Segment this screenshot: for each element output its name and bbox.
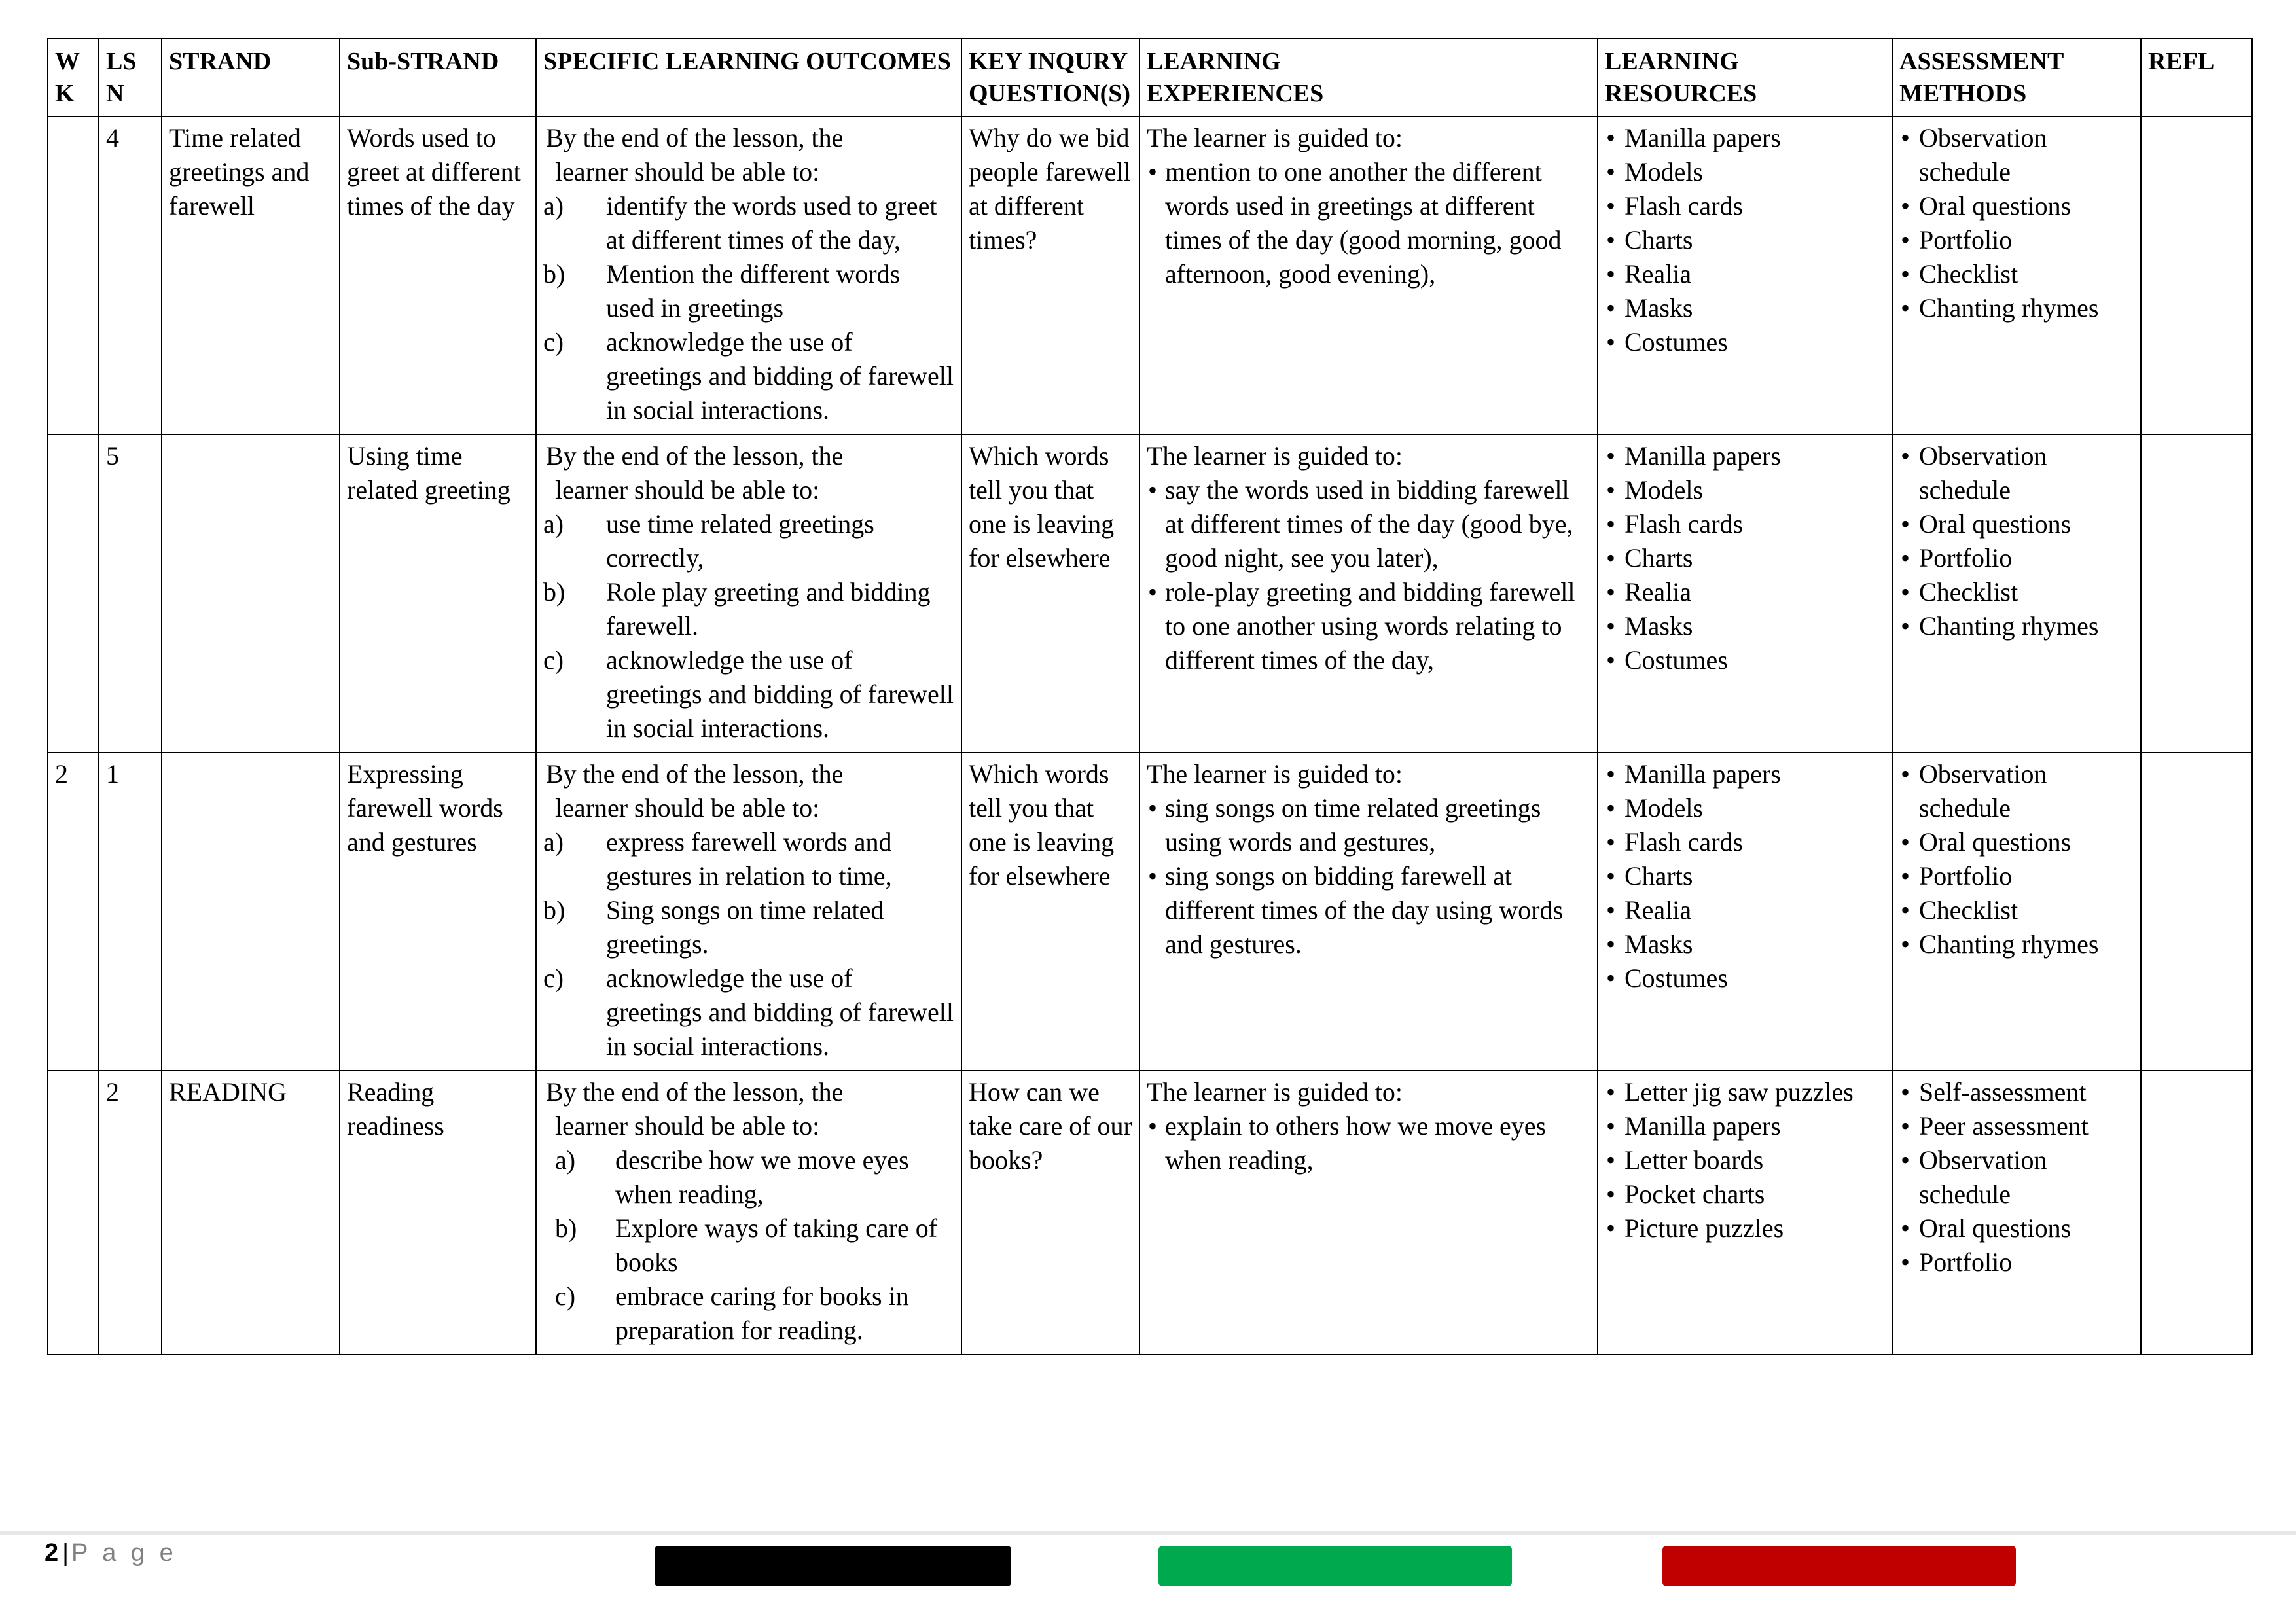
cell-week xyxy=(48,1071,99,1355)
column-header-learning-experiences xyxy=(1139,39,1598,116)
assessment-method-item: • Chanting rhymes xyxy=(1899,609,2134,643)
footer-black-bar xyxy=(655,1546,1011,1586)
assessment-method-item: • Oral questions xyxy=(1899,189,2134,223)
slo-marker: c) xyxy=(543,963,564,993)
learning-resource-item: • Manilla papers xyxy=(1605,121,1885,155)
learning-resource-item: • Letter boards xyxy=(1605,1143,1885,1177)
learning-resource-item: • Manilla papers xyxy=(1605,439,1885,473)
assessment-method-item: • Checklist xyxy=(1899,257,2134,291)
learning-experiences-list xyxy=(1147,1109,1590,1177)
slo-text: Role play greeting and bidding farewell. xyxy=(606,577,931,641)
assessment-methods-list xyxy=(1899,439,2134,643)
slo-list xyxy=(543,507,954,745)
cell-reflection xyxy=(2141,116,2252,435)
header-line-1: STRAND xyxy=(169,48,272,75)
slo-lead-line: learner should be able to: xyxy=(555,793,820,823)
cell-week xyxy=(48,116,99,435)
slo-list-item xyxy=(543,961,954,1063)
learning-resource-item: • Pocket charts xyxy=(1605,1177,1885,1211)
cell-week xyxy=(48,435,99,753)
table-body xyxy=(48,116,2252,1355)
header-line-2: EXPERIENCES xyxy=(1147,80,1324,108)
column-header-strand xyxy=(162,39,340,116)
learning-resource-item: • Manilla papers xyxy=(1605,757,1885,791)
column-header-learning-resources xyxy=(1598,39,1892,116)
assessment-method-item: • Portfolio xyxy=(1899,859,2134,893)
cell-strand: Time related greetings and farewell xyxy=(162,116,340,435)
slo-marker: a) xyxy=(543,190,564,221)
cell-reflection xyxy=(2141,435,2252,753)
slo-text: embrace caring for books in preparation for reading. xyxy=(615,1281,909,1345)
cell-specific-learning-outcomes xyxy=(536,435,961,753)
assessment-method-item: • Observation schedule xyxy=(1899,439,2134,507)
learning-experiences-list xyxy=(1147,791,1590,961)
assessment-methods-list xyxy=(1899,757,2134,961)
learning-resource-item: • Models xyxy=(1605,791,1885,825)
slo-text: use time related greetings correctly, xyxy=(606,508,874,573)
slo-text: identify the words used to greet at different times of the day, xyxy=(606,190,937,255)
learning-resource-item: • Masks xyxy=(1605,291,1885,325)
slo-lead-line: By the end of the lesson, the xyxy=(546,1077,844,1107)
slo-text: acknowledge the use of greetings and bidding of farewell in social interactions. xyxy=(606,963,954,1061)
le-lead-line: The learner is guided to: xyxy=(1147,1077,1403,1107)
assessment-method-item: • Chanting rhymes xyxy=(1899,927,2134,961)
header-line-1: LEARNING xyxy=(1147,48,1281,75)
slo-text: Mention the different words used in greetings xyxy=(606,259,901,323)
cell-specific-learning-outcomes xyxy=(536,1071,961,1355)
slo-marker: a) xyxy=(555,1145,576,1175)
slo-lead-line: By the end of the lesson, the xyxy=(546,122,844,152)
header-line-1: LEARNING xyxy=(1605,48,1739,75)
assessment-method-item: • Portfolio xyxy=(1899,541,2134,575)
learning-resource-item: • Costumes xyxy=(1605,961,1885,995)
cell-lesson-number: 4 xyxy=(99,116,162,435)
learning-experience-item: • sing songs on time related greetings using words and gestures, xyxy=(1147,791,1590,859)
learning-experience-item: • explain to others how we move eyes when reading, xyxy=(1147,1109,1590,1177)
learning-resource-item: • Flash cards xyxy=(1605,507,1885,541)
learning-resource-item: • Charts xyxy=(1605,859,1885,893)
learning-resource-item: • Masks xyxy=(1605,609,1885,643)
slo-lead-line: learner should be able to: xyxy=(555,474,820,505)
learning-resources-list xyxy=(1605,439,1885,677)
learning-resources-list xyxy=(1605,1075,1885,1245)
slo-text: acknowledge the use of greetings and bidding of farewell in social interactions. xyxy=(606,645,954,743)
learning-experiences-list xyxy=(1147,155,1590,291)
learning-resource-item: • Models xyxy=(1605,473,1885,507)
learning-resource-item: • Costumes xyxy=(1605,643,1885,677)
header-line-1: KEY INQURY xyxy=(969,48,1128,75)
learning-resource-item: • Masks xyxy=(1605,927,1885,961)
header-line-1: W xyxy=(55,48,80,75)
column-header-assessment-methods xyxy=(1892,39,2141,116)
slo-list xyxy=(543,825,954,1063)
cell-sub-strand: Reading readiness xyxy=(340,1071,536,1355)
slo-list-item xyxy=(543,825,954,893)
cell-reflection xyxy=(2141,753,2252,1071)
cell-lesson-number: 5 xyxy=(99,435,162,753)
footer-page-label: P a g e xyxy=(71,1539,177,1567)
assessment-method-item: • Oral questions xyxy=(1899,825,2134,859)
cell-key-inquiry-question xyxy=(961,435,1139,753)
header-line-2: QUESTION(S) xyxy=(969,80,1131,108)
cell-week: 2 xyxy=(48,753,99,1071)
kiq-text: Which words tell you that one is leaving for elsewhere xyxy=(969,440,1115,573)
table-row xyxy=(48,116,2252,435)
column-header-lsn xyxy=(99,39,162,116)
learning-resources-list xyxy=(1605,121,1885,359)
slo-list-item xyxy=(543,507,954,575)
slo-list-item xyxy=(543,1211,954,1279)
cell-key-inquiry-question xyxy=(961,116,1139,435)
slo-text: Sing songs on time related greetings. xyxy=(606,895,884,959)
slo-text: express farewell words and gestures in relation to time, xyxy=(606,827,892,891)
learning-resource-item: • Costumes xyxy=(1605,325,1885,359)
slo-marker: a) xyxy=(543,508,564,539)
cell-learning-experiences xyxy=(1139,1071,1598,1355)
learning-experience-item: • sing songs on bidding farewell at different times of the day using words and gestures. xyxy=(1147,859,1590,961)
footer-divider xyxy=(0,1531,2296,1535)
cell-sub-strand: Words used to greet at different times of the day xyxy=(340,116,536,435)
cell-sub-strand: Expressing farewell words and gestures xyxy=(340,753,536,1071)
cell-strand xyxy=(162,435,340,753)
learning-experience-item: • role-play greeting and bidding farewell to one another using words relating to different times of the day, xyxy=(1147,575,1590,677)
header-line-2: K xyxy=(55,80,75,108)
learning-resource-item: • Realia xyxy=(1605,257,1885,291)
slo-marker: b) xyxy=(543,577,565,607)
slo-lead-line: By the end of the lesson, the xyxy=(546,758,844,789)
table-row xyxy=(48,435,2252,753)
header-line-1: SPECIFIC LEARNING OUTCOMES xyxy=(543,48,951,75)
cell-assessment-methods xyxy=(1892,753,2141,1071)
cell-learning-resources xyxy=(1598,1071,1892,1355)
slo-text: acknowledge the use of greetings and bidding of farewell in social interactions. xyxy=(606,327,954,425)
header-line-1: ASSESSMENT xyxy=(1899,48,2064,75)
le-lead-line: The learner is guided to: xyxy=(1147,122,1403,152)
cell-specific-learning-outcomes xyxy=(536,753,961,1071)
assessment-method-item: • Checklist xyxy=(1899,575,2134,609)
assessment-method-item: • Portfolio xyxy=(1899,1245,2134,1279)
cell-strand: READING xyxy=(162,1071,340,1355)
slo-list xyxy=(543,1143,954,1347)
cell-learning-experiences xyxy=(1139,753,1598,1071)
footer-separator: | xyxy=(62,1539,69,1567)
slo-text: describe how we move eyes when reading, xyxy=(615,1145,909,1209)
cell-learning-resources xyxy=(1598,435,1892,753)
slo-list-item xyxy=(543,575,954,643)
slo-marker: c) xyxy=(543,327,564,357)
cell-learning-resources xyxy=(1598,753,1892,1071)
cell-learning-experiences xyxy=(1139,435,1598,753)
kiq-text: How can we take care of our books? xyxy=(969,1077,1132,1175)
column-header-refl xyxy=(2141,39,2252,116)
slo-list xyxy=(543,189,954,427)
slo-marker: c) xyxy=(543,645,564,675)
assessment-methods-list xyxy=(1899,1075,2134,1279)
cell-strand xyxy=(162,753,340,1071)
learning-experience-item: • mention to one another the different words used in greetings at different times of the day (good morning, good afternoon, good evening), xyxy=(1147,155,1590,291)
header-line-1: REFL xyxy=(2148,48,2215,75)
cell-reflection xyxy=(2141,1071,2252,1355)
learning-resource-item: • Flash cards xyxy=(1605,189,1885,223)
slo-text: Explore ways of taking care of books xyxy=(615,1213,938,1277)
cell-lesson-number: 2 xyxy=(99,1071,162,1355)
column-header-specific-learning-outcomes xyxy=(536,39,961,116)
slo-list-item xyxy=(543,325,954,427)
learning-resource-item: • Realia xyxy=(1605,575,1885,609)
footer-red-bar xyxy=(1662,1546,2016,1586)
assessment-method-item: • Self-assessment xyxy=(1899,1075,2134,1109)
slo-list-item xyxy=(543,893,954,961)
header-line-2: N xyxy=(106,80,124,108)
slo-marker: b) xyxy=(543,895,565,925)
assessment-method-item: • Portfolio xyxy=(1899,223,2134,257)
learning-resource-item: • Models xyxy=(1605,155,1885,189)
slo-marker: b) xyxy=(543,259,565,289)
assessment-method-item: • Observation schedule xyxy=(1899,757,2134,825)
footer-page-number: 2 xyxy=(45,1539,59,1567)
column-header-key-inquiry-questions xyxy=(961,39,1139,116)
cell-learning-resources xyxy=(1598,116,1892,435)
assessment-methods-list xyxy=(1899,121,2134,325)
assessment-method-item: • Peer assessment xyxy=(1899,1109,2134,1143)
learning-resource-item: • Flash cards xyxy=(1605,825,1885,859)
le-lead-line: The learner is guided to: xyxy=(1147,440,1403,471)
footer-page-indicator xyxy=(45,1539,177,1567)
footer-green-bar xyxy=(1158,1546,1512,1586)
learning-resources-list xyxy=(1605,757,1885,995)
cell-assessment-methods xyxy=(1892,116,2141,435)
learning-resource-item: • Letter jig saw puzzles xyxy=(1605,1075,1885,1109)
header-line-2: METHODS xyxy=(1899,80,2027,108)
cell-key-inquiry-question xyxy=(961,1071,1139,1355)
le-lead-line: The learner is guided to: xyxy=(1147,758,1403,789)
slo-marker: b) xyxy=(555,1213,577,1243)
header-line-1: LS xyxy=(106,48,137,75)
slo-list-item xyxy=(543,1279,954,1347)
slo-lead-line: learner should be able to: xyxy=(555,156,820,187)
table-row xyxy=(48,1071,2252,1355)
learning-resource-item: • Picture puzzles xyxy=(1605,1211,1885,1245)
cell-assessment-methods xyxy=(1892,1071,2141,1355)
cell-assessment-methods xyxy=(1892,435,2141,753)
slo-list-item xyxy=(543,257,954,325)
slo-list-item xyxy=(543,643,954,745)
slo-list-item xyxy=(543,189,954,257)
learning-resource-item: • Charts xyxy=(1605,541,1885,575)
learning-resource-item: • Charts xyxy=(1605,223,1885,257)
assessment-method-item: • Checklist xyxy=(1899,893,2134,927)
slo-lead-line: By the end of the lesson, the xyxy=(546,440,844,471)
assessment-method-item: • Observation schedule xyxy=(1899,1143,2134,1211)
table-row xyxy=(48,753,2252,1071)
table-header-row xyxy=(48,39,2252,116)
column-header-wk xyxy=(48,39,99,116)
slo-lead-line: learner should be able to: xyxy=(555,1111,820,1141)
scheme-of-work-table xyxy=(47,38,2253,1355)
kiq-text: Why do we bid people farewell at different times? xyxy=(969,122,1131,255)
cell-sub-strand: Using time related greeting xyxy=(340,435,536,753)
assessment-method-item: • Oral questions xyxy=(1899,507,2134,541)
header-line-2: RESOURCES xyxy=(1605,80,1757,108)
cell-learning-experiences xyxy=(1139,116,1598,435)
slo-list-item xyxy=(543,1143,954,1211)
learning-resource-item: • Realia xyxy=(1605,893,1885,927)
cell-lesson-number: 1 xyxy=(99,753,162,1071)
column-header-substrand xyxy=(340,39,536,116)
learning-resource-item: • Manilla papers xyxy=(1605,1109,1885,1143)
assessment-method-item: • Chanting rhymes xyxy=(1899,291,2134,325)
cell-specific-learning-outcomes xyxy=(536,116,961,435)
learning-experience-item: • say the words used in bidding farewell at different times of the day (good bye, good night, see you later), xyxy=(1147,473,1590,575)
assessment-method-item: • Observation schedule xyxy=(1899,121,2134,189)
kiq-text: Which words tell you that one is leaving for elsewhere xyxy=(969,758,1115,891)
slo-marker: a) xyxy=(543,827,564,857)
assessment-method-item: • Oral questions xyxy=(1899,1211,2134,1245)
header-line-1: Sub-STRAND xyxy=(347,48,499,75)
learning-experiences-list xyxy=(1147,473,1590,677)
cell-key-inquiry-question xyxy=(961,753,1139,1071)
slo-marker: c) xyxy=(555,1281,576,1311)
